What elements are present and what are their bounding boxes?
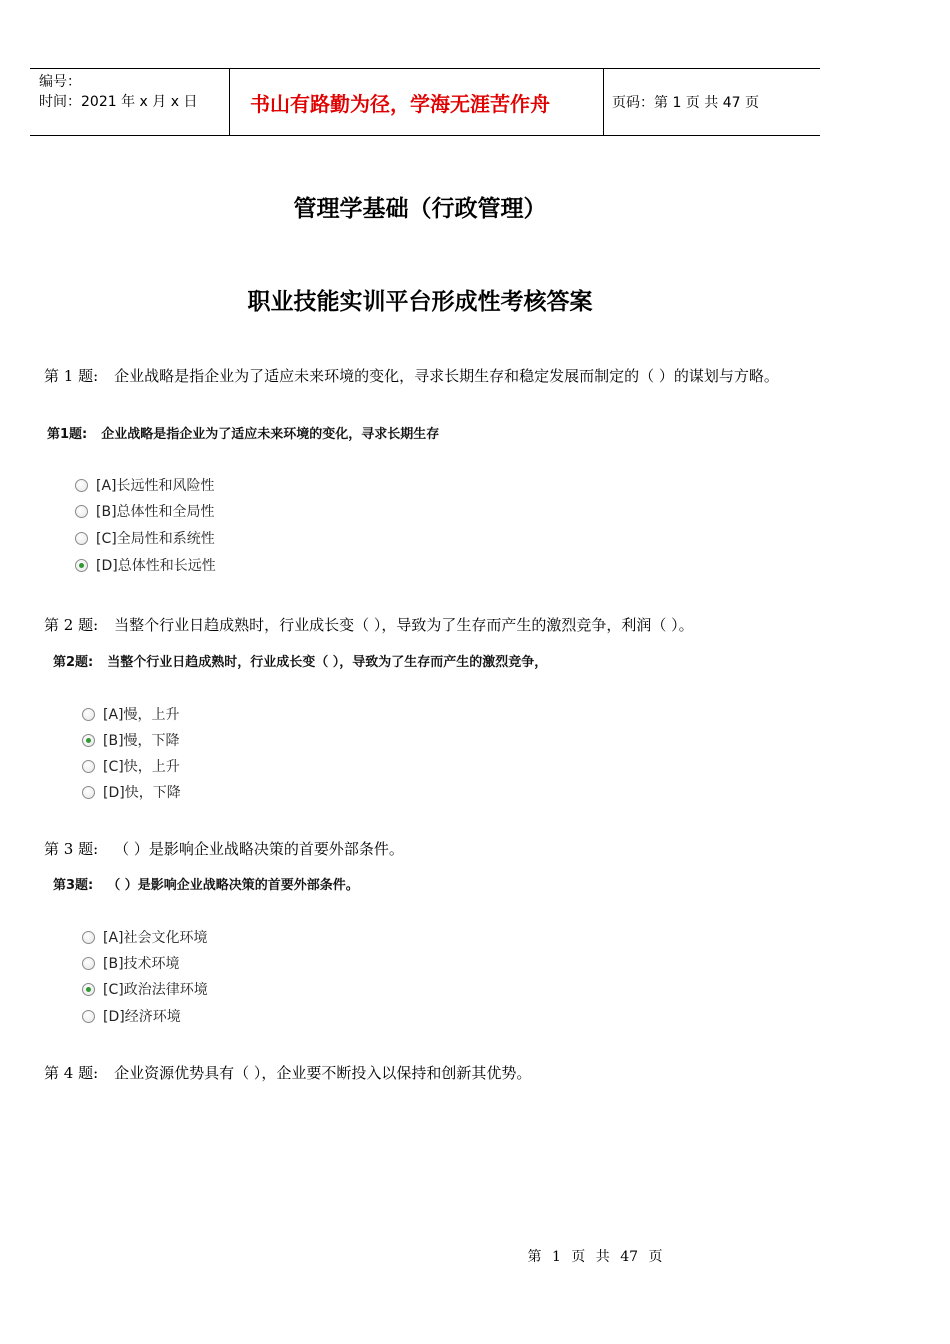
option-label: [C]政治法律环境 bbox=[103, 982, 208, 998]
course-title: 管理学基础（行政管理） bbox=[293, 196, 547, 222]
q3-option-b[interactable] bbox=[82, 953, 180, 973]
screenshot-question-number: 第3题: bbox=[53, 878, 94, 893]
option-label: [B]慢，下降 bbox=[103, 733, 180, 749]
question-4-text bbox=[44, 1061, 814, 1085]
radio-unchecked-icon[interactable] bbox=[82, 760, 95, 773]
document-subtitle: 职业技能实训平台形成性考核答案 bbox=[247, 289, 593, 315]
question-number: 第 1 题: bbox=[44, 367, 99, 385]
question-1-screenshot-label bbox=[47, 423, 474, 442]
q3-option-d[interactable] bbox=[82, 1006, 181, 1026]
radio-unchecked-icon[interactable] bbox=[82, 1010, 95, 1023]
radio-unchecked-icon[interactable] bbox=[75, 505, 88, 518]
q2-option-a[interactable] bbox=[82, 704, 180, 724]
screenshot-question-number: 第1题: bbox=[47, 427, 88, 442]
header-meta-cell bbox=[30, 69, 230, 135]
screenshot-question-number: 第2题: bbox=[53, 655, 94, 670]
q1-option-c[interactable] bbox=[75, 528, 215, 548]
option-label: [D]快，下降 bbox=[103, 785, 181, 801]
radio-checked-icon[interactable] bbox=[82, 734, 95, 747]
option-label: [A]社会文化环境 bbox=[103, 930, 208, 946]
page-info-cell bbox=[604, 69, 820, 135]
question-3-text bbox=[44, 837, 814, 861]
radio-unchecked-icon[interactable] bbox=[82, 708, 95, 721]
q2-option-c[interactable] bbox=[82, 756, 180, 776]
question-body: 企业资源优势具有（ ），企业要不断投入以保持和创新其优势。 bbox=[114, 1064, 532, 1082]
question-3-screenshot-label bbox=[53, 874, 413, 893]
motto-text: 书山有路勤为径，学海无涯苦作舟 bbox=[250, 91, 550, 116]
radio-checked-icon[interactable] bbox=[82, 983, 95, 996]
screenshot-question-body: （ ）是影响企业战略决策的首要外部条件。 bbox=[107, 878, 359, 893]
question-body: 当整个行业日趋成熟时，行业成长变（ ），导致为了生存而产生的激烈竞争，利润（ ）。 bbox=[114, 616, 694, 634]
option-label: [A]慢，上升 bbox=[103, 707, 180, 723]
question-number: 第 4 题: bbox=[44, 1064, 99, 1082]
question-number: 第 3 题: bbox=[44, 840, 99, 858]
q3-option-a[interactable] bbox=[82, 927, 208, 947]
question-1-text bbox=[44, 364, 814, 388]
q3-option-c[interactable] bbox=[82, 979, 208, 999]
radio-checked-icon[interactable] bbox=[75, 559, 88, 572]
radio-unchecked-icon[interactable] bbox=[82, 957, 95, 970]
option-label: [D]经济环境 bbox=[103, 1009, 181, 1025]
radio-unchecked-icon[interactable] bbox=[82, 786, 95, 799]
option-label: [B]技术环境 bbox=[103, 956, 180, 972]
q1-option-d[interactable] bbox=[75, 555, 216, 575]
page-footer: 第 1 页 共 47 页 bbox=[527, 1249, 663, 1265]
question-number: 第 2 题: bbox=[44, 616, 99, 634]
radio-unchecked-icon[interactable] bbox=[75, 532, 88, 545]
radio-unchecked-icon[interactable] bbox=[75, 479, 88, 492]
q2-option-b[interactable] bbox=[82, 730, 180, 750]
question-body: （ ）是影响企业战略决策的首要外部条件。 bbox=[114, 840, 404, 858]
option-label: [A]长远性和风险性 bbox=[96, 478, 215, 494]
screenshot-question-body: 企业战略是指企业为了适应未来环境的变化，寻求长期生存 bbox=[101, 427, 440, 442]
q1-option-b[interactable] bbox=[75, 501, 215, 521]
option-label: [D]总体性和长远性 bbox=[96, 558, 216, 574]
question-2-screenshot-label bbox=[53, 651, 593, 670]
q2-option-d[interactable] bbox=[82, 782, 181, 802]
number-label: 编号： bbox=[39, 74, 81, 90]
question-body: 企业战略是指企业为了适应未来环境的变化，寻求长期生存和稳定发展而制定的（ ）的谋划与方略。 bbox=[114, 367, 779, 385]
motto-cell bbox=[230, 69, 604, 135]
document-header bbox=[30, 68, 820, 136]
date-line: 时间：2021 年 x 月 x 日 bbox=[39, 94, 198, 110]
radio-unchecked-icon[interactable] bbox=[82, 931, 95, 944]
question-2-text bbox=[44, 613, 814, 637]
option-label: [C]快，上升 bbox=[103, 759, 180, 775]
option-label: [B]总体性和全局性 bbox=[96, 504, 215, 520]
q1-option-a[interactable] bbox=[75, 475, 215, 495]
option-label: [C]全局性和系统性 bbox=[96, 531, 215, 547]
screenshot-question-body: 当整个行业日趋成熟时，行业成长变（ ），导致为了生存而产生的激烈竞争， bbox=[107, 655, 548, 670]
page-info: 页码：第 1 页 共 47 页 bbox=[612, 95, 759, 111]
